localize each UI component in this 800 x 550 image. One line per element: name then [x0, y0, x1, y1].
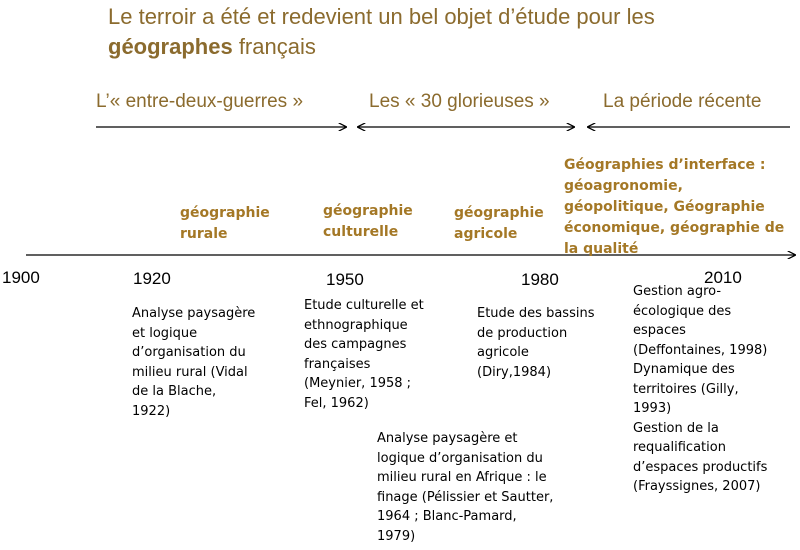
description-2010: Gestion agro- écologique des espaces (Deffontaines, 1998) Dynamique des territoires (Gilly, 1993) Gestion de la requalification d’espaces productifs (Frayssignes, 2007): [633, 284, 768, 494]
description-1980: Etude des bassins de production agricole (Diry,1984): [477, 306, 595, 380]
theme-geographie-agricole: géographie agricole: [454, 205, 544, 242]
theme-geographie-rurale: géographie rurale: [180, 205, 270, 242]
title-rest: français: [232, 34, 316, 59]
period-30-glorieuses: Les « 30 glorieuses »: [369, 91, 550, 112]
title-bold-word: géographes: [108, 34, 233, 59]
title-line-1: Le terroir a été et redevient un bel objet d’étude pour les: [108, 4, 655, 29]
year-1950: 1950: [326, 270, 364, 289]
period-recente: La période récente: [603, 91, 762, 112]
theme-geographies-interface: Géographies d’interface : géoagronomie, géopolitique, Géographie économique, géographie de la qualité: [564, 157, 785, 257]
period-entre-deux-guerres: L’« entre-deux-guerres »: [96, 91, 304, 112]
year-1900: 1900: [2, 268, 40, 287]
description-1920: Analyse paysagère et logique d’organisation du milieu rural (Vidal de la Blache, 1922): [132, 306, 256, 419]
year-1980: 1980: [521, 270, 559, 289]
description-1950: Etude culturelle et ethnographique des campagnes françaises (Meynier, 1958 ; Fel, 1962): [304, 298, 424, 411]
year-2010: 2010: [704, 268, 742, 287]
year-1920: 1920: [133, 269, 171, 288]
theme-geographie-culturelle: géographie culturelle: [323, 203, 413, 240]
description-afrique: Analyse paysagère et logique d’organisation du milieu rural en Afrique : le finage (Pélissier et Sautter, 1964 ; Blanc-Pamard, 1979): [377, 431, 554, 544]
